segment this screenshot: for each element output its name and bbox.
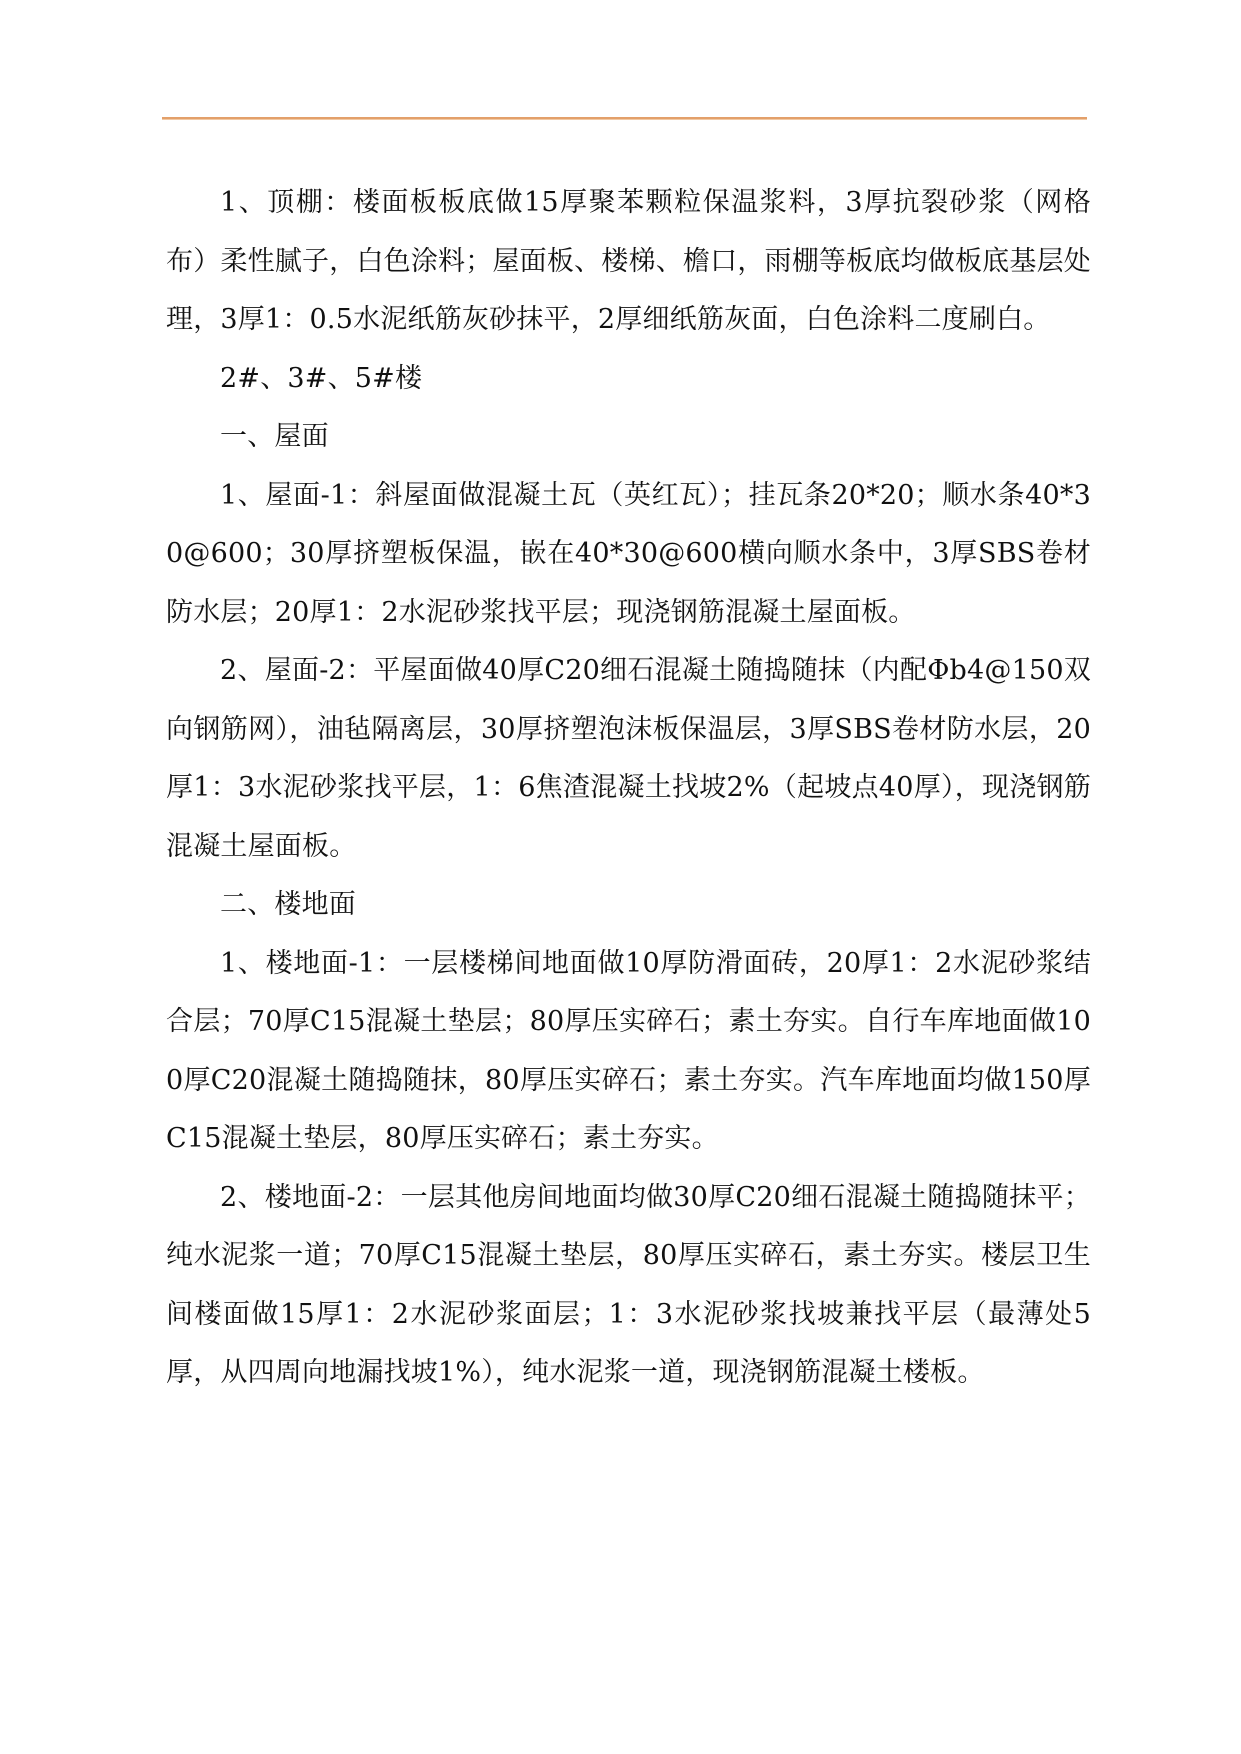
document-body: [166, 174, 1091, 1403]
paragraph-floor-2: 2、楼地面-2：一层其他房间地面均做30厚C20细石混凝土随捣随抹平；纯水泥浆一道；70厚C15混凝土垫层，80厚压实碎石，素土夯实。楼层卫生间楼面做15厚1：2水泥砂浆面层；1：3水泥砂浆找坡兼找平层（最薄处5厚，从四周向地漏找坡1%），纯水泥浆一道，现浇钢筋混凝土楼板。: [166, 1181, 1091, 1388]
section-heading-roof: 一、屋面: [220, 421, 329, 452]
section-heading-floor: 二、楼地面: [220, 889, 356, 920]
header-rule: [162, 117, 1087, 120]
paragraph-roof-2: 2、屋面-2：平屋面做40厚C20细石混凝土随捣随抹（内配Φb4@150双向钢筋网），油毡隔离层，30厚挤塑泡沫板保温层，3厚SBS卷材防水层，20厚1：3水泥砂浆找平层，1：6焦渣混凝土找坡2%（起坡点40厚），现浇钢筋混凝土屋面板。: [166, 655, 1091, 862]
paragraph-ceiling: 1、顶棚：楼面板板底做15厚聚苯颗粒保温浆料，3厚抗裂砂浆（网格布）柔性腻子，白色涂料；屋面板、楼梯、檐口，雨棚等板底均做板底基层处理，3厚1：0.5水泥纸筋灰砂抹平，2厚细纸筋灰面，白色涂料二度刷白。: [166, 187, 1091, 335]
paragraph-floor-1: 1、楼地面-1：一层楼梯间地面做10厚防滑面砖，20厚1：2水泥砂浆结合层；70厚C15混凝土垫层；80厚压实碎石；素土夯实。自行车库地面做100厚C20混凝土随捣随抹，80厚压实碎石；素土夯实。汽车库地面均做150厚C15混凝土垫层，80厚压实碎石；素土夯实。: [166, 947, 1091, 1154]
paragraph-roof-1: 1、屋面-1：斜屋面做混凝土瓦（英红瓦）；挂瓦条20*20；顺水条40*30@600；30厚挤塑板保温，嵌在40*30@600横向顺水条中，3厚SBS卷材防水层；20厚1：2水泥砂浆找平层；现浇钢筋混凝土屋面板。: [166, 479, 1091, 628]
paragraph-building-heading: 2#、3#、5#楼: [220, 362, 423, 394]
